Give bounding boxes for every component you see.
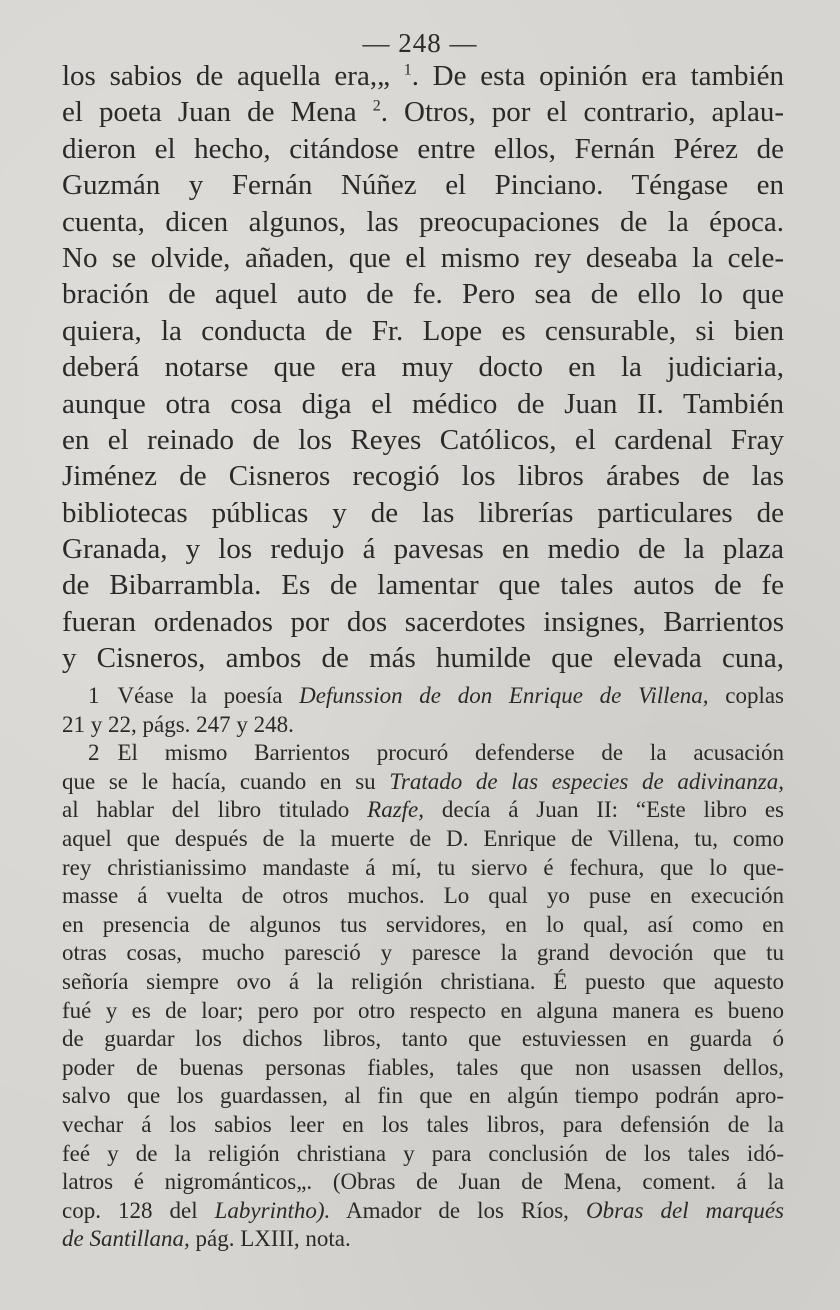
footnote-line: masse á vuelta de otros muchos. Lo qual yo puse en execución: [62, 883, 784, 909]
footnote-line: poder de buenas personas fiables, tales que non usassen dellos,: [62, 1054, 784, 1080]
text-line: Granada, y los redujo á pavesas en medio de la plaza: [62, 533, 784, 566]
italic-title: de Santillana,: [62, 1226, 190, 1252]
footnote-line: que se le hacía, cuando en su Tratado de las especies de adivinanza,: [62, 768, 784, 794]
footnote-ref-2[interactable]: 2: [372, 97, 381, 115]
footnote-line: rey christianissimo mandaste á mí, tu siervo é fechura, que lo que-: [62, 854, 784, 880]
text-line: bración de aquel auto de fe. Pero sea de ello lo que: [62, 278, 784, 311]
italic-title: Defunssion de don Enrique de Villena,: [299, 683, 709, 708]
text-line: fueran ordenados por dos sacerdotes insignes, Barrientos: [62, 605, 784, 638]
text-line: aunque otra cosa diga el médico de Juan II. También: [62, 387, 784, 420]
footnote-line: feé y de la religión christiana y para conclusión de los tales idó-: [62, 1140, 784, 1166]
text-line: el poeta Juan de Mena $^2$. Otros, por el contrario, aplau-: [62, 96, 784, 129]
text-line: de Bibarrambla. Es de lamentar que tales autos de fe: [62, 569, 784, 602]
footnote-ref-1[interactable]: 1: [403, 61, 412, 79]
footnote-line: en presencia de algunos tus servidores, en lo qual, así como en: [62, 911, 784, 937]
text-line: los sabios de aquella era,„ $^1$. De esta opinión era también: [62, 60, 784, 92]
footnote-line: al hablar del libro titulado Razfe, decía á Juan II: “Este libro es: [62, 797, 784, 823]
footnote-1: 1 Véase la poesía Defunssion de don Enrique de Villena, coplas: [62, 682, 784, 711]
text-line: en el reinado de los Reyes Católicos, el cardenal Fray: [62, 423, 784, 456]
italic-title: Tratado de las especies de adivinanza,: [389, 768, 784, 794]
footnote-2: 2 El mismo Barrientos procuró defenderse de la acusación: [62, 739, 784, 768]
footnote-line: aquel que después de la muerte de D. Enrique de Villena, tu, como: [62, 825, 784, 851]
main-text: [62, 58, 784, 677]
footnote-line: otras cosas, mucho paresció y paresce la grand devoción que tu: [62, 940, 784, 966]
italic-title: Obras del marqués: [585, 1197, 784, 1223]
footnote-line: 21 y 22, págs. 247 y 248.: [62, 711, 294, 737]
footnote-line: de guardar los dichos libros, tanto que estuviessen en guarda ó: [62, 1026, 784, 1052]
text-line: quiera, la conducta de Fr. Lope es censurable, si bien: [62, 314, 784, 347]
footnote-line: vechar á los sabios leer en los tales libros, para defensión de la: [62, 1111, 784, 1137]
footnote-line: latros é nigrománticos„. (Obras de Juan de Mena, coment. á la: [62, 1169, 784, 1195]
footnote-number: 1: [88, 683, 100, 708]
text-line: deberá notarse que era muy docto en la judiciaria,: [62, 351, 784, 384]
page-number: — 248 —: [362, 28, 478, 58]
footnote-line: fué y es de loar; pero por otro respecto en alguna manera es bueno: [62, 997, 784, 1023]
text-line: No se olvide, añaden, que el mismo rey deseaba la cele-: [62, 241, 784, 274]
text-line: dieron el hecho, citándose entre ellos, Fernán Pérez de: [62, 132, 784, 165]
italic-title: Razfe,: [367, 797, 425, 823]
text-line: bibliotecas públicas y de las librerías particulares de: [62, 496, 784, 529]
footnote-line: de Santillana, pág. LXIII, nota.: [62, 1226, 351, 1252]
text-line: Jiménez de Cisneros recogió los libros árabes de las: [62, 460, 784, 493]
footnote-line: salvo que los guardassen, al fin que en algún tiempo podrán apro-: [62, 1083, 784, 1109]
italic-title: Labyrintho).: [214, 1197, 331, 1223]
text-line: Guzmán y Fernán Núñez el Pinciano. Téngase en: [62, 169, 784, 202]
text-line: y Cisneros, ambos de más humilde que elevada cuna,: [62, 642, 784, 675]
footnote-line: señoría siempre ovo á la religión christiana. É puesto que aquesto: [62, 968, 784, 994]
footnote-line: cop. 128 del Labyrintho). Amador de los Ríos, Obras del marqués: [62, 1197, 784, 1223]
footnotes: [62, 682, 784, 1254]
footnote-number: 2: [88, 740, 100, 766]
text-line: cuenta, dicen algunos, las preocupaciones de la época.: [62, 205, 784, 238]
